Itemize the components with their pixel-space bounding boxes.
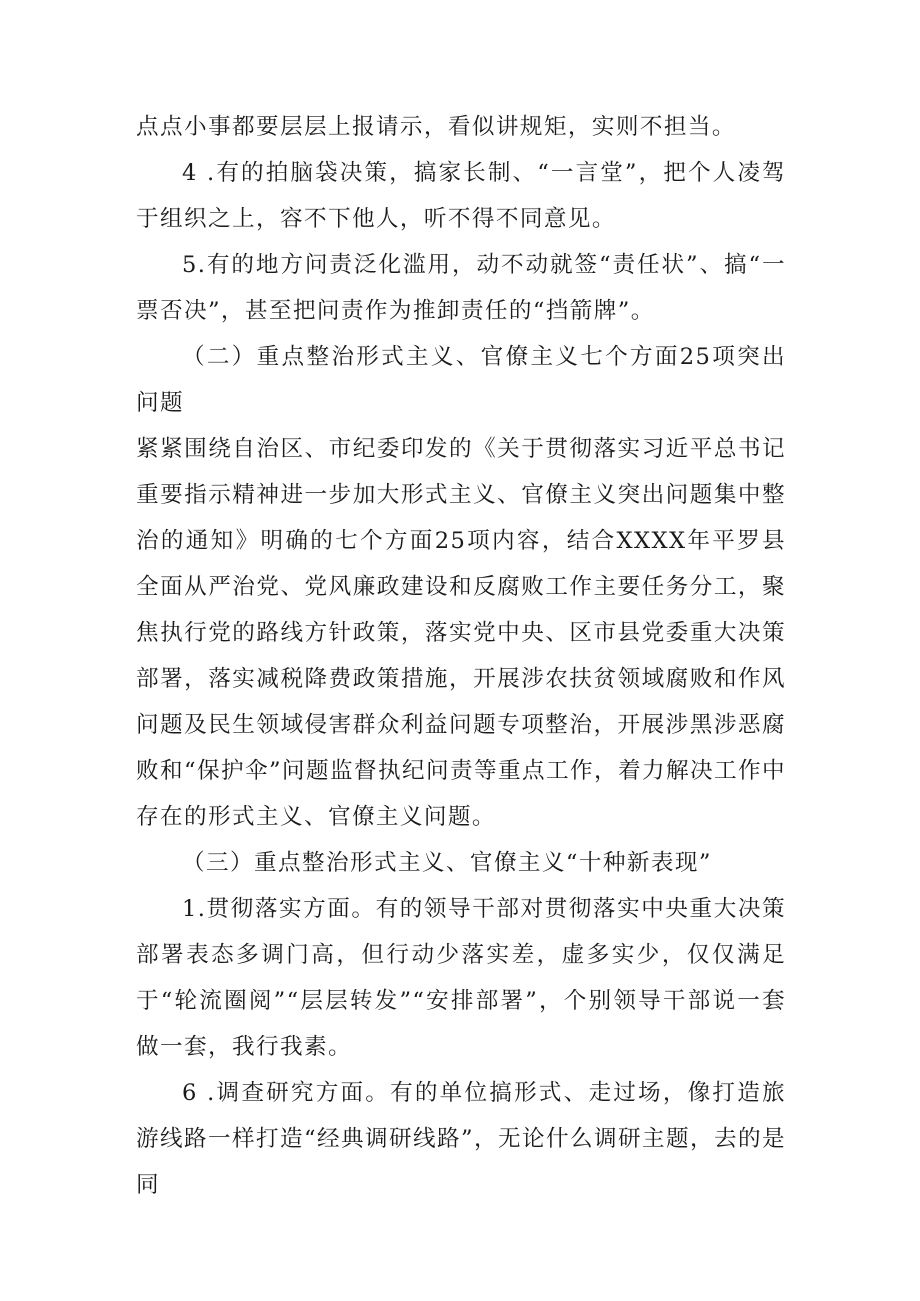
paragraph-item-1: 1.贯彻落实方面。有的领导干部对贯彻落实中央重大决策部署表态多调门高，但行动少落实差，虚多实少，仅仅满足于“轮流圈阅”“层层转发”“安排部署”，个别领导干部说一套做一套，我行我素。: [136, 896, 786, 1060]
paragraph-continuation: 点点小事都要层层上报请示，看似讲规矩，实则不担当。: [136, 114, 736, 140]
document-body: [136, 104, 786, 1208]
paragraph-item-5: 5.有的地方问责泛化滥用，动不动就签“责任状”、搞“一票否决”，甚至把问责作为推卸责任的“挡箭牌”。: [136, 252, 786, 324]
section-heading-2: （二）重点整治形式主义、官僚主义七个方面25项突出问题: [136, 344, 786, 416]
paragraph-section-2-body: 紧紧围绕自治区、市纪委印发的《关于贯彻落实习近平总书记重要指示精神进一步加大形式主义、官僚主义突出问题集中整治的通知》明确的七个方面25项内容，结合XXXX年平罗县全面从严治党、党风廉政建设和反腐败工作主要任务分工，聚焦执行党的路线方针政策，落实党中央、区市县党委重大决策部署，落实减税降费政策措施，开展涉农扶贫领域腐败和作风问题及民生领域侵害群众利益问题专项整治，开展涉黑涉恶腐败和“保护伞”问题监督执纪问责等重点工作，着力解决工作中存在的形式主义、官僚主义问题。: [136, 436, 786, 830]
section-heading-3: （三）重点整治形式主义、官僚主义“十种新表现”: [182, 850, 712, 876]
paragraph-item-6: 6 .调查研究方面。有的单位搞形式、走过场，像打造旅游线路一样打造“经典调研线路”，无论什么调研主题，去的是同: [136, 1080, 786, 1198]
paragraph-item-4: 4 .有的拍脑袋决策，搞家长制、“一言堂”，把个人凌驾于组织之上，容不下他人，听不得不同意见。: [136, 160, 786, 232]
